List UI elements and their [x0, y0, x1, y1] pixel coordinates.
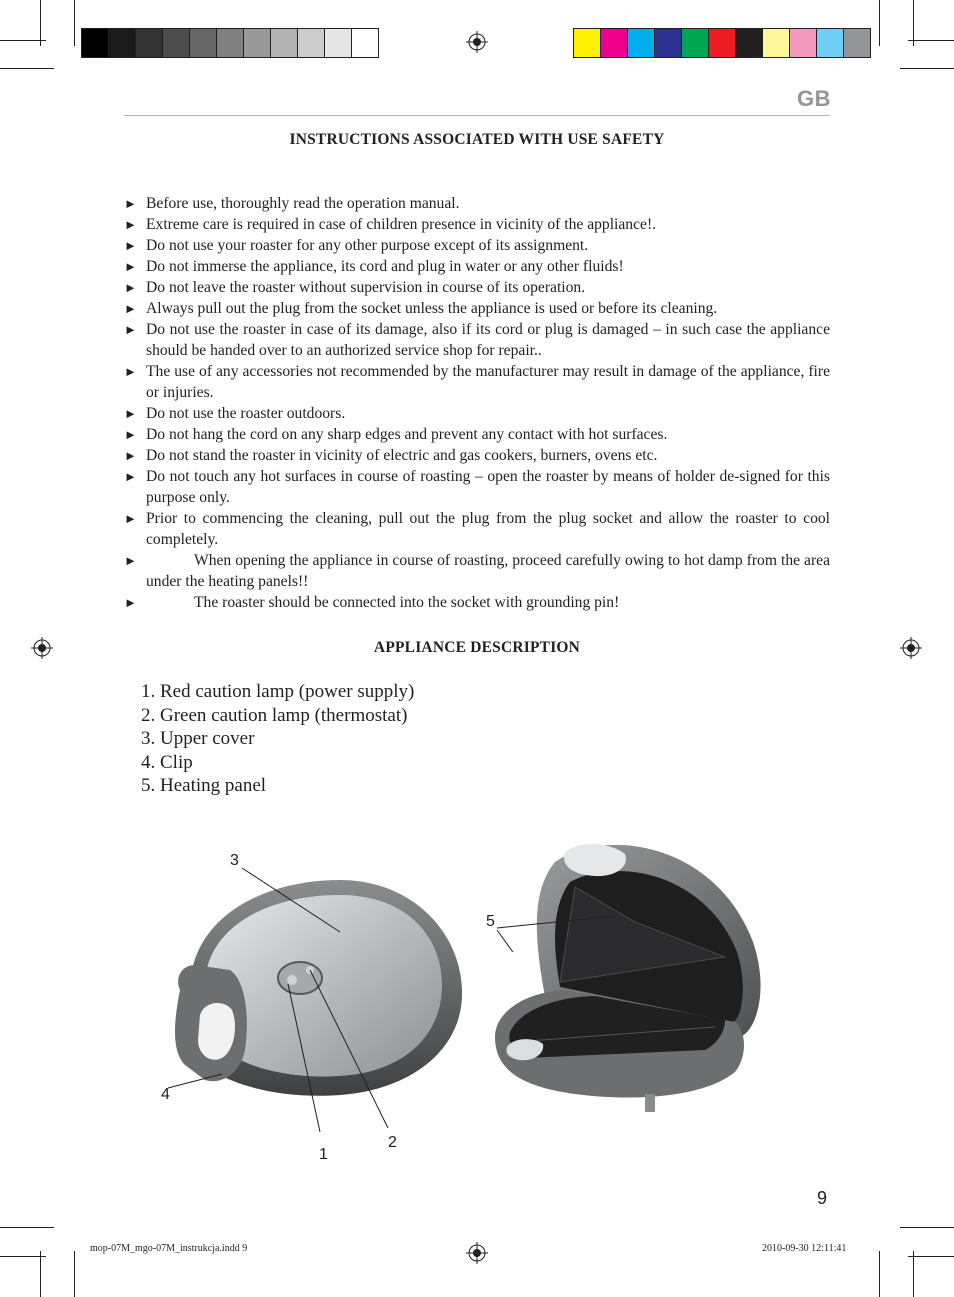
bullet-arrow-icon: ►: [124, 217, 137, 232]
safety-item: [124, 256, 830, 277]
color-swatch: [763, 29, 790, 57]
bullet-arrow-icon: ►: [124, 469, 137, 484]
language-code: GB: [797, 86, 831, 111]
grayscale-calibration-bar: [81, 28, 379, 58]
safety-item-text: The roaster should be connected into the socket with grounding pin!: [194, 594, 620, 611]
safety-item-text: When opening the appliance in course of roasting, proceed carefully owing to hot damp from the area under the heating panels!!: [146, 552, 830, 590]
gray-swatch: [325, 29, 352, 57]
gray-swatch: [244, 29, 271, 57]
safety-item: [124, 403, 830, 424]
description-heading: APPLIANCE DESCRIPTION: [373, 639, 581, 656]
color-swatch: [736, 29, 763, 57]
safety-item-text: Before use, thoroughly read the operation manual.: [146, 195, 460, 212]
bullet-arrow-icon: ►: [124, 595, 137, 610]
color-swatch: [817, 29, 844, 57]
safety-item-text: The use of any accessories not recommended by the manufacturer may result in damage of the appliance, fire or injuries.: [146, 363, 830, 401]
callout-3: 3: [230, 852, 239, 869]
part-item: 2. Green caution lamp (thermostat): [141, 704, 408, 726]
gray-swatch: [298, 29, 325, 57]
safety-list: [124, 193, 830, 613]
bullet-arrow-icon: ►: [124, 196, 137, 211]
callout-5: 5: [486, 913, 495, 930]
bullet-arrow-icon: ►: [124, 301, 137, 316]
gray-swatch: [352, 29, 378, 57]
footer-timestamp: 2010-09-30 12:11:41: [762, 1243, 847, 1254]
header-rule: [124, 115, 830, 116]
safety-item-text: Do not use the roaster in case of its damage, also if its cord or plug is damaged – in such case the appliance should be handed over to an authorized service shop for repair..: [146, 321, 830, 359]
part-item: 5. Heating panel: [141, 775, 267, 796]
gray-swatch: [163, 29, 190, 57]
safety-item-text: Do not leave the roaster without supervision in course of its operation.: [146, 279, 586, 296]
safety-item: [124, 319, 830, 361]
parts-list: [141, 680, 414, 798]
bullet-arrow-icon: ►: [124, 406, 137, 421]
color-swatch: [628, 29, 655, 57]
bullet-arrow-icon: ►: [124, 448, 137, 463]
gray-swatch: [190, 29, 217, 57]
safety-item-text: Prior to commencing the cleaning, pull out the plug from the plug socket and allow the roaster to cool completely.: [146, 510, 830, 548]
callout-lines-5: [485, 832, 645, 952]
safety-item-text: Do not use your roaster for any other purpose except of its assignment.: [146, 237, 589, 254]
color-swatch: [790, 29, 817, 57]
safety-item: [124, 466, 830, 508]
gray-swatch: [217, 29, 244, 57]
safety-item: [124, 298, 830, 319]
safety-item: [124, 193, 830, 214]
safety-item: [124, 361, 830, 403]
bullet-arrow-icon: ►: [124, 364, 137, 379]
registration-mark-icon: [466, 1242, 488, 1264]
safety-item-text: Do not immerse the appliance, its cord and plug in water or any other fluids!: [146, 258, 624, 275]
part-item: 3. Upper cover: [141, 728, 255, 749]
callout-lines: [150, 840, 480, 1160]
bullet-arrow-icon: ►: [124, 280, 137, 295]
safety-heading: INSTRUCTIONS ASSOCIATED WITH USE SAFETY: [289, 131, 665, 148]
bullet-arrow-icon: ►: [124, 259, 137, 274]
color-swatch: [655, 29, 682, 57]
safety-item: [124, 592, 830, 613]
part-item: 1. Red caution lamp (power supply): [141, 681, 415, 702]
bullet-arrow-icon: ►: [124, 511, 137, 526]
safety-item: [124, 550, 830, 592]
safety-item-text: Do not stand the roaster in vicinity of electric and gas cookers, burners, ovens etc.: [146, 447, 658, 464]
gray-swatch: [136, 29, 163, 57]
gray-swatch: [82, 29, 109, 57]
callout-4: 4: [161, 1086, 170, 1103]
color-swatch: [844, 29, 870, 57]
registration-mark-icon: [466, 31, 488, 53]
safety-item-text: Do not touch any hot surfaces in course of roasting – open the roaster by means of holder de-signed for this purpose only.: [146, 468, 830, 506]
color-swatch: [601, 29, 628, 57]
safety-item-text: Do not hang the cord on any sharp edges and prevent any contact with hot surfaces.: [146, 426, 668, 443]
footer-file-name: mop-07M_mgo-07M_instrukcja.indd 9: [90, 1243, 248, 1254]
color-swatch: [709, 29, 736, 57]
safety-item-text: Do not use the roaster outdoors.: [146, 405, 346, 422]
safety-item: [124, 445, 830, 466]
bullet-arrow-icon: ►: [124, 322, 137, 337]
safety-item-text: Extreme care is required in case of children presence in vicinity of the appliance!.: [146, 216, 657, 233]
callout-1: 1: [319, 1146, 328, 1163]
color-swatch: [574, 29, 601, 57]
safety-item: [124, 214, 830, 235]
bullet-arrow-icon: ►: [124, 427, 137, 442]
safety-item: [124, 277, 830, 298]
gray-swatch: [271, 29, 298, 57]
callout-2: 2: [388, 1134, 397, 1151]
safety-item: [124, 235, 830, 256]
safety-item: [124, 508, 830, 550]
safety-item: [124, 424, 830, 445]
bullet-arrow-icon: ►: [124, 238, 137, 253]
bullet-arrow-icon: ►: [124, 553, 137, 568]
page-number: 9: [817, 1188, 828, 1208]
gray-swatch: [109, 29, 136, 57]
part-item: 4. Clip: [141, 751, 193, 773]
safety-item-text: Always pull out the plug from the socket unless the appliance is used or before its cleaning.: [146, 300, 718, 317]
color-swatch: [682, 29, 709, 57]
color-calibration-bar: [573, 28, 871, 58]
